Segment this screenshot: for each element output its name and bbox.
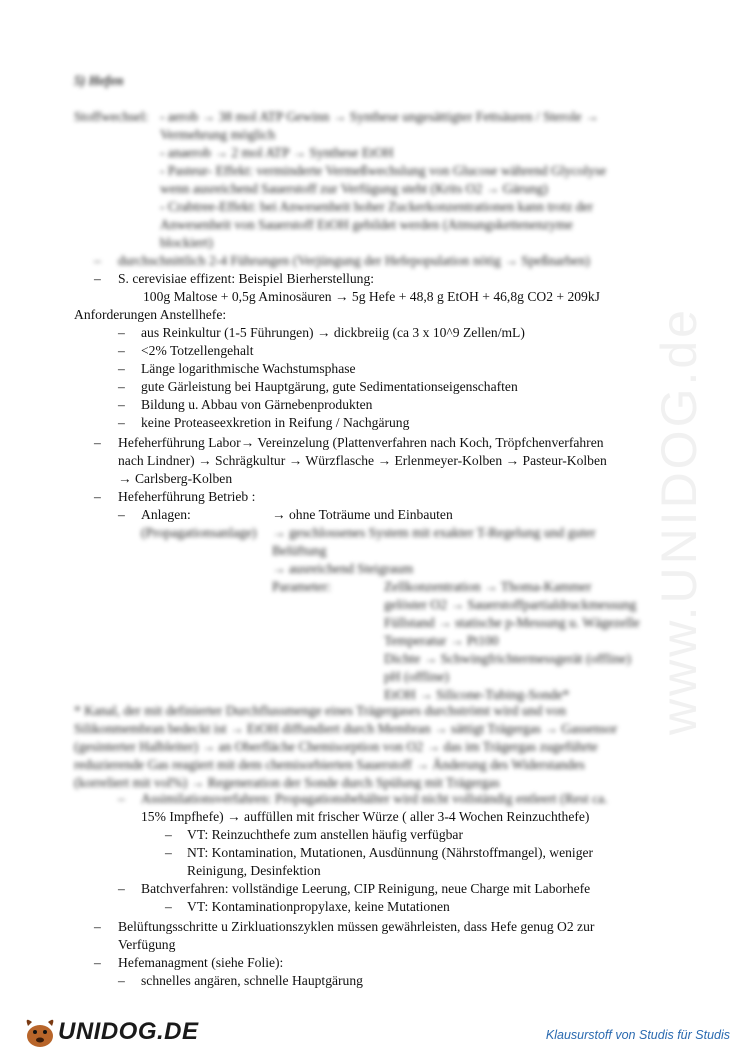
blurred-line: Belüftung: [272, 543, 327, 558]
list-item: keine Proteaseexkretion in Reifung / Nachgärung: [141, 415, 410, 430]
bullet-dash: –: [118, 415, 125, 430]
blurred-line: pH (offline): [384, 669, 450, 684]
bullet-dash: –: [118, 325, 125, 340]
bullet-dash: –: [118, 343, 125, 358]
blurred-line: (korreliert mit vol%) → Regeneration der Sonde durch Spülung mit Trägergas: [74, 775, 500, 790]
list-item: Länge logarithmische Wachstumsphase: [141, 361, 356, 376]
list-item: NT: Kontamination, Mutationen, Ausdünnung (Nährstoffmangel), weniger: [187, 845, 594, 860]
blurred-line: Vermehrung möglich: [160, 127, 276, 142]
bullet-dash: –: [165, 845, 172, 860]
list-item: Reinigung, Desinfektion: [187, 863, 321, 878]
blurred-line: wenn ausreichend Sauerstoff zur Verfügung steht (Krits O2 → Gärung): [160, 181, 548, 196]
blurred-line: Assimilationsverfahren: Propagationsbehälter wird nicht vollständig entleert (Rest ca.: [141, 791, 608, 806]
list-item: gute Gärleistung bei Hauptgärung, gute Sedimentationseigenschaften: [141, 379, 518, 394]
list-item: VT: Kontaminationpropylaxe, keine Mutationen: [187, 899, 450, 914]
text-line: Hefeherführung Betrieb :: [118, 489, 256, 504]
blurred-line: Temperatur → Pt100: [384, 633, 499, 648]
bullet-dash: –: [94, 253, 101, 268]
text-line: Hefemanagment (siehe Folie):: [118, 955, 284, 970]
text-line: S. cerevisiae effizent: Beispiel Bierherstellung:: [118, 271, 375, 286]
blurred-line: blockiert): [160, 235, 213, 250]
blurred-line: reduzierende Gas reagiert mit dem chemisorbierten Sauerstoff → Änderung des Widerstandes: [74, 757, 585, 772]
text-line: Verfügung: [118, 937, 176, 952]
text-line: Hefeherführung Labor→ Vereinzelung (Plattenverfahren nach Koch, Tröpfchenverfahren: [118, 435, 604, 450]
blurred-line: → geschlossenes System mit exakter T-Regelung und guter: [272, 525, 596, 540]
list-item: aus Reinkultur (1-5 Führungen) → dickbreiig (ca 3 x 10^9 Zellen/mL): [141, 325, 525, 340]
list-item: schnelles angären, schnelle Hauptgärung: [141, 973, 363, 988]
text-line: 15% Impfhefe) → auffüllen mit frischer Würze ( aller 3-4 Wochen Reinzuchthefe): [141, 809, 590, 824]
blurred-line: - aerob → 38 mol ATP Gewinn → Synthese ungesättigter Fettsäuren / Sterole →: [160, 109, 599, 124]
bullet-dash: –: [118, 881, 125, 896]
blurred-line: → ausreichend Steigraum: [272, 561, 414, 576]
bullet-dash: –: [165, 827, 172, 842]
blurred-line: Zellkonzentration → Thoma-Kammer: [384, 579, 592, 594]
bullet-dash: –: [94, 271, 101, 286]
bullet-dash: –: [94, 435, 101, 450]
bullet-dash: –: [94, 489, 101, 504]
bullet-dash: –: [118, 379, 125, 394]
reaction-formula: 100g Maltose + 0,5g Aminosäuren → 5g Hefe + 48,8 g EtOH + 46,8g CO2 + 209kJ: [143, 289, 600, 304]
footer-tagline: Klausurstoff von Studis für Studis: [545, 1028, 730, 1042]
blurred-line: - anaerob → 2 mol ATP → Synthese EtOH: [160, 145, 394, 160]
blurred-line: * Kanal, der mit definierter Durchflussmenge eines Trägergases durchströmt wird und von: [74, 703, 567, 718]
list-item: <2% Totzellengehalt: [141, 343, 254, 358]
bullet-dash: –: [118, 361, 125, 376]
list-item: Batchverfahren: vollständige Leerung, CIP Reinigung, neue Charge mit Laborhefe: [141, 881, 591, 896]
list-item: Anlagen:: [141, 507, 191, 522]
watermark: www.UNIDOG.de: [651, 307, 707, 735]
text-line: Belüftungsschritte u Zirkluationszyklen müssen gewährleisten, dass Hefe genug O2 zur: [118, 919, 595, 934]
bullet-dash: –: [165, 899, 172, 914]
text-line: nach Lindner) → Schrägkultur → Würzflasche → Erlenmeyer-Kolben → Pasteur-Kolben: [118, 453, 607, 468]
blurred-line: EtOH → Silicone-Tubing-Sonde*: [384, 687, 570, 702]
bullet-dash: –: [118, 791, 125, 806]
blurred-line: - Crabtree-Effekt: bei Anwesenheit hoher Zuckerkonzentrationen kann trotz der: [160, 199, 594, 214]
section-heading: 5) Hefen: [74, 73, 124, 88]
blurred-line: gelöster O2 → Sauerstoffpartialdruckmessung: [384, 597, 637, 612]
blurred-line: Dichte → Schwingfrichtermessgerät (offline): [384, 651, 631, 666]
list-item: VT: Reinzuchthefe zum anstellen häufig verfügbar: [187, 827, 463, 842]
bullet-dash: –: [118, 507, 125, 522]
blurred-line: Parameter:: [272, 579, 331, 594]
blurred-line: (gesinterter Halbleiter) → an Oberfläche Chemisorption von O2 → das im Trägergas zugeführte: [74, 739, 598, 754]
brand-logo-text: UNIDOG.DE: [58, 1018, 199, 1045]
bullet-dash: –: [118, 973, 125, 988]
text-line: → ohne Toträume und Einbauten: [272, 507, 453, 522]
bullet-dash: –: [118, 397, 125, 412]
list-item: Bildung u. Abbau von Gärnebenprodukten: [141, 397, 373, 412]
bullet-dash: –: [94, 955, 101, 970]
blurred-label: Stoffwechsel:: [74, 109, 149, 124]
blurred-line: Anwesenheit von Sauerstoff EtOH gebildet werden (Atmungskettenenzyme: [160, 217, 573, 232]
text-line: → Carlsberg-Kolben: [118, 471, 233, 486]
text-line: Anforderungen Anstellhefe:: [74, 307, 227, 322]
blurred-line: Silikonmembran bedeckt ist → EtOH diffundiert durch Membran → sättigt Trägergas → Gassensor: [74, 721, 618, 736]
blurred-line: (Propagationsanlage): [141, 525, 257, 540]
blurred-line: durchschnittlich 2-4 Führungen (Verjüngung der Hefepopulation nötig → Speßnarben): [118, 253, 590, 268]
blurred-line: Füllstand → statische p-Messung u. Wägezelle: [384, 615, 640, 630]
bullet-dash: –: [94, 919, 101, 934]
blurred-line: - Pasteur- Effekt: verminderte Vermeßwechslung von Glucose während Glycolyse: [160, 163, 607, 178]
